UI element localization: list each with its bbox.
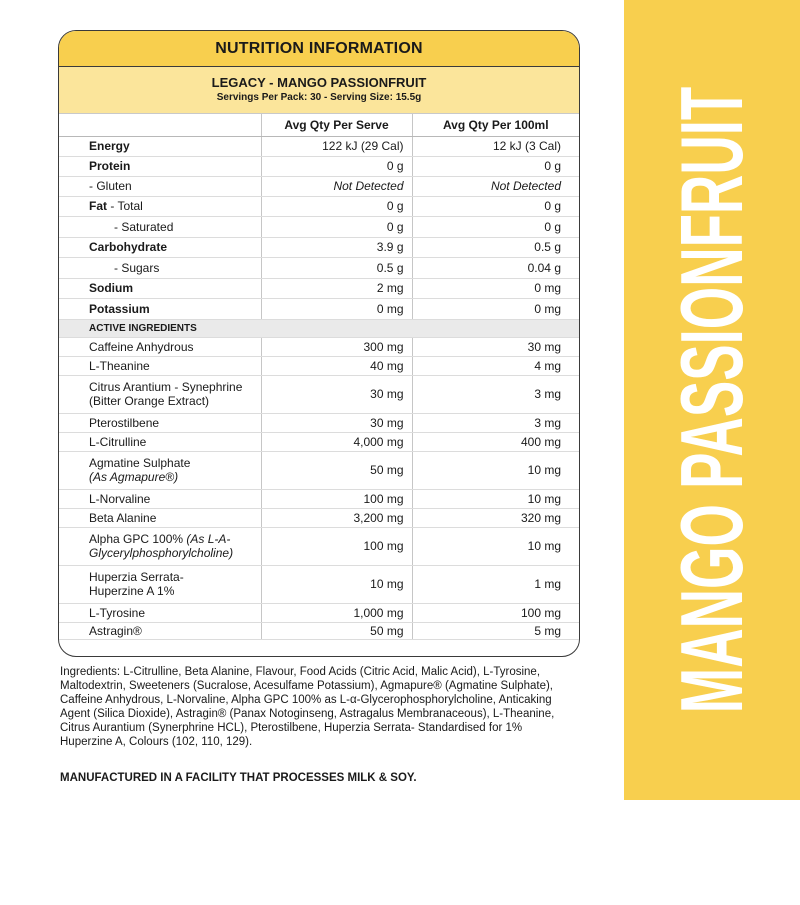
ingredient-name: L-Theanine [89, 358, 150, 373]
value-per-100ml: 10 mg [412, 527, 579, 565]
value-per-serve: 100 mg [261, 489, 412, 508]
value-per-serve: 30 mg [261, 413, 412, 432]
table-row [59, 196, 579, 216]
ingredient-label [59, 508, 261, 527]
value-per-serve: 0 g [261, 196, 412, 216]
product-header [59, 67, 579, 114]
value-per-serve: 0.5 g [261, 257, 412, 278]
value-per-serve: 2 mg [261, 278, 412, 298]
value-per-100ml: 1 mg [412, 565, 579, 603]
value-per-serve: 50 mg [261, 451, 412, 489]
ingredient-subtext: (Bitter Orange Extract) [89, 394, 210, 408]
value-per-100ml: 0 g [412, 196, 579, 216]
ingredient-name: L-Citrulline [89, 434, 147, 449]
ingredient-label [59, 356, 261, 375]
value-per-serve: 100 mg [261, 527, 412, 565]
value-per-100ml: 12 kJ (3 Cal) [412, 136, 579, 156]
active-ingredients-heading-row [59, 319, 579, 337]
nutrient-name: - Sugars [114, 260, 160, 275]
nutrient-label [59, 237, 261, 257]
value-per-100ml: 3 mg [412, 413, 579, 432]
value-per-serve: 3,200 mg [261, 508, 412, 527]
table-row [59, 337, 579, 356]
ingredient-name: Pterostilbene [89, 415, 160, 430]
value-per-100ml: Not Detected [412, 176, 579, 196]
table-row [59, 375, 579, 413]
nutrient-label [59, 216, 261, 237]
side-banner-text: MANGO PASSIONFRUIT [662, 86, 761, 714]
ingredient-name: Beta Alanine [89, 510, 157, 525]
nutrient-label [59, 257, 261, 278]
table-row [59, 257, 579, 278]
header-per-serve: Avg Qty Per Serve [261, 114, 412, 136]
table-row [59, 508, 579, 527]
active-ingredients-heading: ACTIVE INGREDIENTS [59, 319, 579, 337]
table-row [59, 156, 579, 176]
ingredient-name: Caffeine Anhydrous [89, 339, 194, 354]
ingredient-name: Astragin® [89, 623, 142, 638]
table-row [59, 622, 579, 639]
nutrient-name: Protein [89, 159, 131, 173]
nutrient-name: - Gluten [89, 179, 132, 193]
nutrition-table [59, 114, 579, 640]
value-per-serve: 50 mg [261, 622, 412, 639]
product-name: LEGACY - MANGO PASSIONFRUIT [211, 75, 427, 90]
panel-title: NUTRITION INFORMATION [59, 31, 579, 67]
value-per-100ml: 0 mg [412, 278, 579, 298]
ingredient-label [59, 622, 261, 639]
nutrient-name: Potassium [89, 301, 150, 316]
value-per-100ml: 0 g [412, 216, 579, 237]
value-per-serve: Not Detected [261, 176, 412, 196]
table-row [59, 451, 579, 489]
value-per-serve: 122 kJ (29 Cal) [261, 136, 412, 156]
nutrient-suffix: - Total [107, 199, 143, 213]
nutrient-label [59, 298, 261, 319]
nutrient-name: Energy [89, 139, 130, 153]
ingredient-name: Huperzia Serrata- [89, 570, 184, 584]
header-blank [59, 114, 261, 136]
value-per-100ml: 100 mg [412, 603, 579, 622]
table-row [59, 237, 579, 257]
table-row [59, 216, 579, 237]
nutrition-panel [58, 30, 580, 657]
ingredient-label [59, 527, 261, 565]
ingredient-subtext: (As Agmapure®) [89, 470, 179, 484]
table-row [59, 298, 579, 319]
value-per-serve: 40 mg [261, 356, 412, 375]
value-per-serve: 10 mg [261, 565, 412, 603]
value-per-100ml: 0 g [412, 156, 579, 176]
table-row [59, 489, 579, 508]
nutrient-label [59, 176, 261, 196]
value-per-100ml: 0.5 g [412, 237, 579, 257]
facility-note: MANUFACTURED IN A FACILITY THAT PROCESSES MILK & SOY. [60, 772, 417, 784]
value-per-100ml: 30 mg [412, 337, 579, 356]
table-row [59, 136, 579, 156]
ingredients-list: Ingredients: L-Citrulline, Beta Alanine, Flavour, Food Acids (Citric Acid, Malic Acid), L-Tyrosine, Maltodextrin, Sweeteners (Sucralose, Acesulfame Potassium), Agmapure® (Agmatine Sulphate), Caffeine Anhydrous, L-Norvaline, Alpha GPC 100% as L-α-Glycerophosphorylcholine, Anticaking Agent (Silica Dioxide), Astragin® (Panax Notoginseng, Astragalus Membranaceous), L-Theanine, Citrus Aurantium (Synerphrine HCL), Pterostilbene, Huperzia Serrata- Standardised for 1% Huperzine A, Colours (102, 110, 129). [60, 666, 555, 748]
ingredient-subtext: Huperzine A 1% [89, 584, 175, 598]
table-row [59, 603, 579, 622]
servings-info: Servings Per Pack: 30 - Serving Size: 15.5g [216, 92, 422, 103]
value-per-100ml: 10 mg [412, 489, 579, 508]
ingredient-name: L-Tyrosine [89, 605, 146, 620]
ingredient-label [59, 603, 261, 622]
table-row [59, 432, 579, 451]
value-per-serve: 4,000 mg [261, 432, 412, 451]
value-per-100ml: 400 mg [412, 432, 579, 451]
value-per-100ml: 320 mg [412, 508, 579, 527]
ingredient-label [59, 489, 261, 508]
ingredient-label [59, 432, 261, 451]
table-row [59, 527, 579, 565]
value-per-serve: 30 mg [261, 375, 412, 413]
value-per-100ml: 5 mg [412, 622, 579, 639]
table-header-row [59, 114, 579, 136]
table-row [59, 413, 579, 432]
header-per-100ml: Avg Qty Per 100ml [412, 114, 579, 136]
nutrient-label [59, 156, 261, 176]
ingredient-name: L-Norvaline [89, 491, 151, 506]
nutrient-label [59, 196, 261, 216]
nutrient-name: Carbohydrate [89, 240, 168, 254]
ingredient-name-note: (As L-A- [183, 532, 231, 546]
table-row [59, 278, 579, 298]
nutrient-name: Sodium [89, 281, 133, 295]
value-per-serve: 300 mg [261, 337, 412, 356]
value-per-100ml: 10 mg [412, 451, 579, 489]
table-row [59, 176, 579, 196]
table-row [59, 356, 579, 375]
value-per-serve: 3.9 g [261, 237, 412, 257]
ingredient-label [59, 451, 261, 489]
nutrient-label [59, 278, 261, 298]
ingredient-name: Agmatine Sulphate [89, 456, 191, 470]
ingredient-label [59, 565, 261, 603]
value-per-100ml: 0 mg [412, 298, 579, 319]
ingredient-label [59, 337, 261, 356]
value-per-serve: 0 g [261, 156, 412, 176]
ingredient-label [59, 413, 261, 432]
ingredient-subtext: Glycerylphosphorylcholine) [89, 546, 234, 560]
nutrient-name: - Saturated [114, 219, 174, 234]
nutrient-name: Fat [89, 199, 107, 213]
ingredient-name: Alpha GPC 100% [89, 532, 184, 546]
value-per-100ml: 4 mg [412, 356, 579, 375]
table-row [59, 565, 579, 603]
ingredient-label [59, 375, 261, 413]
ingredient-name: Citrus Arantium - Synephrine [89, 380, 243, 394]
value-per-serve: 0 mg [261, 298, 412, 319]
value-per-serve: 1,000 mg [261, 603, 412, 622]
value-per-100ml: 0.04 g [412, 257, 579, 278]
value-per-serve: 0 g [261, 216, 412, 237]
nutrient-label [59, 136, 261, 156]
value-per-100ml: 3 mg [412, 375, 579, 413]
